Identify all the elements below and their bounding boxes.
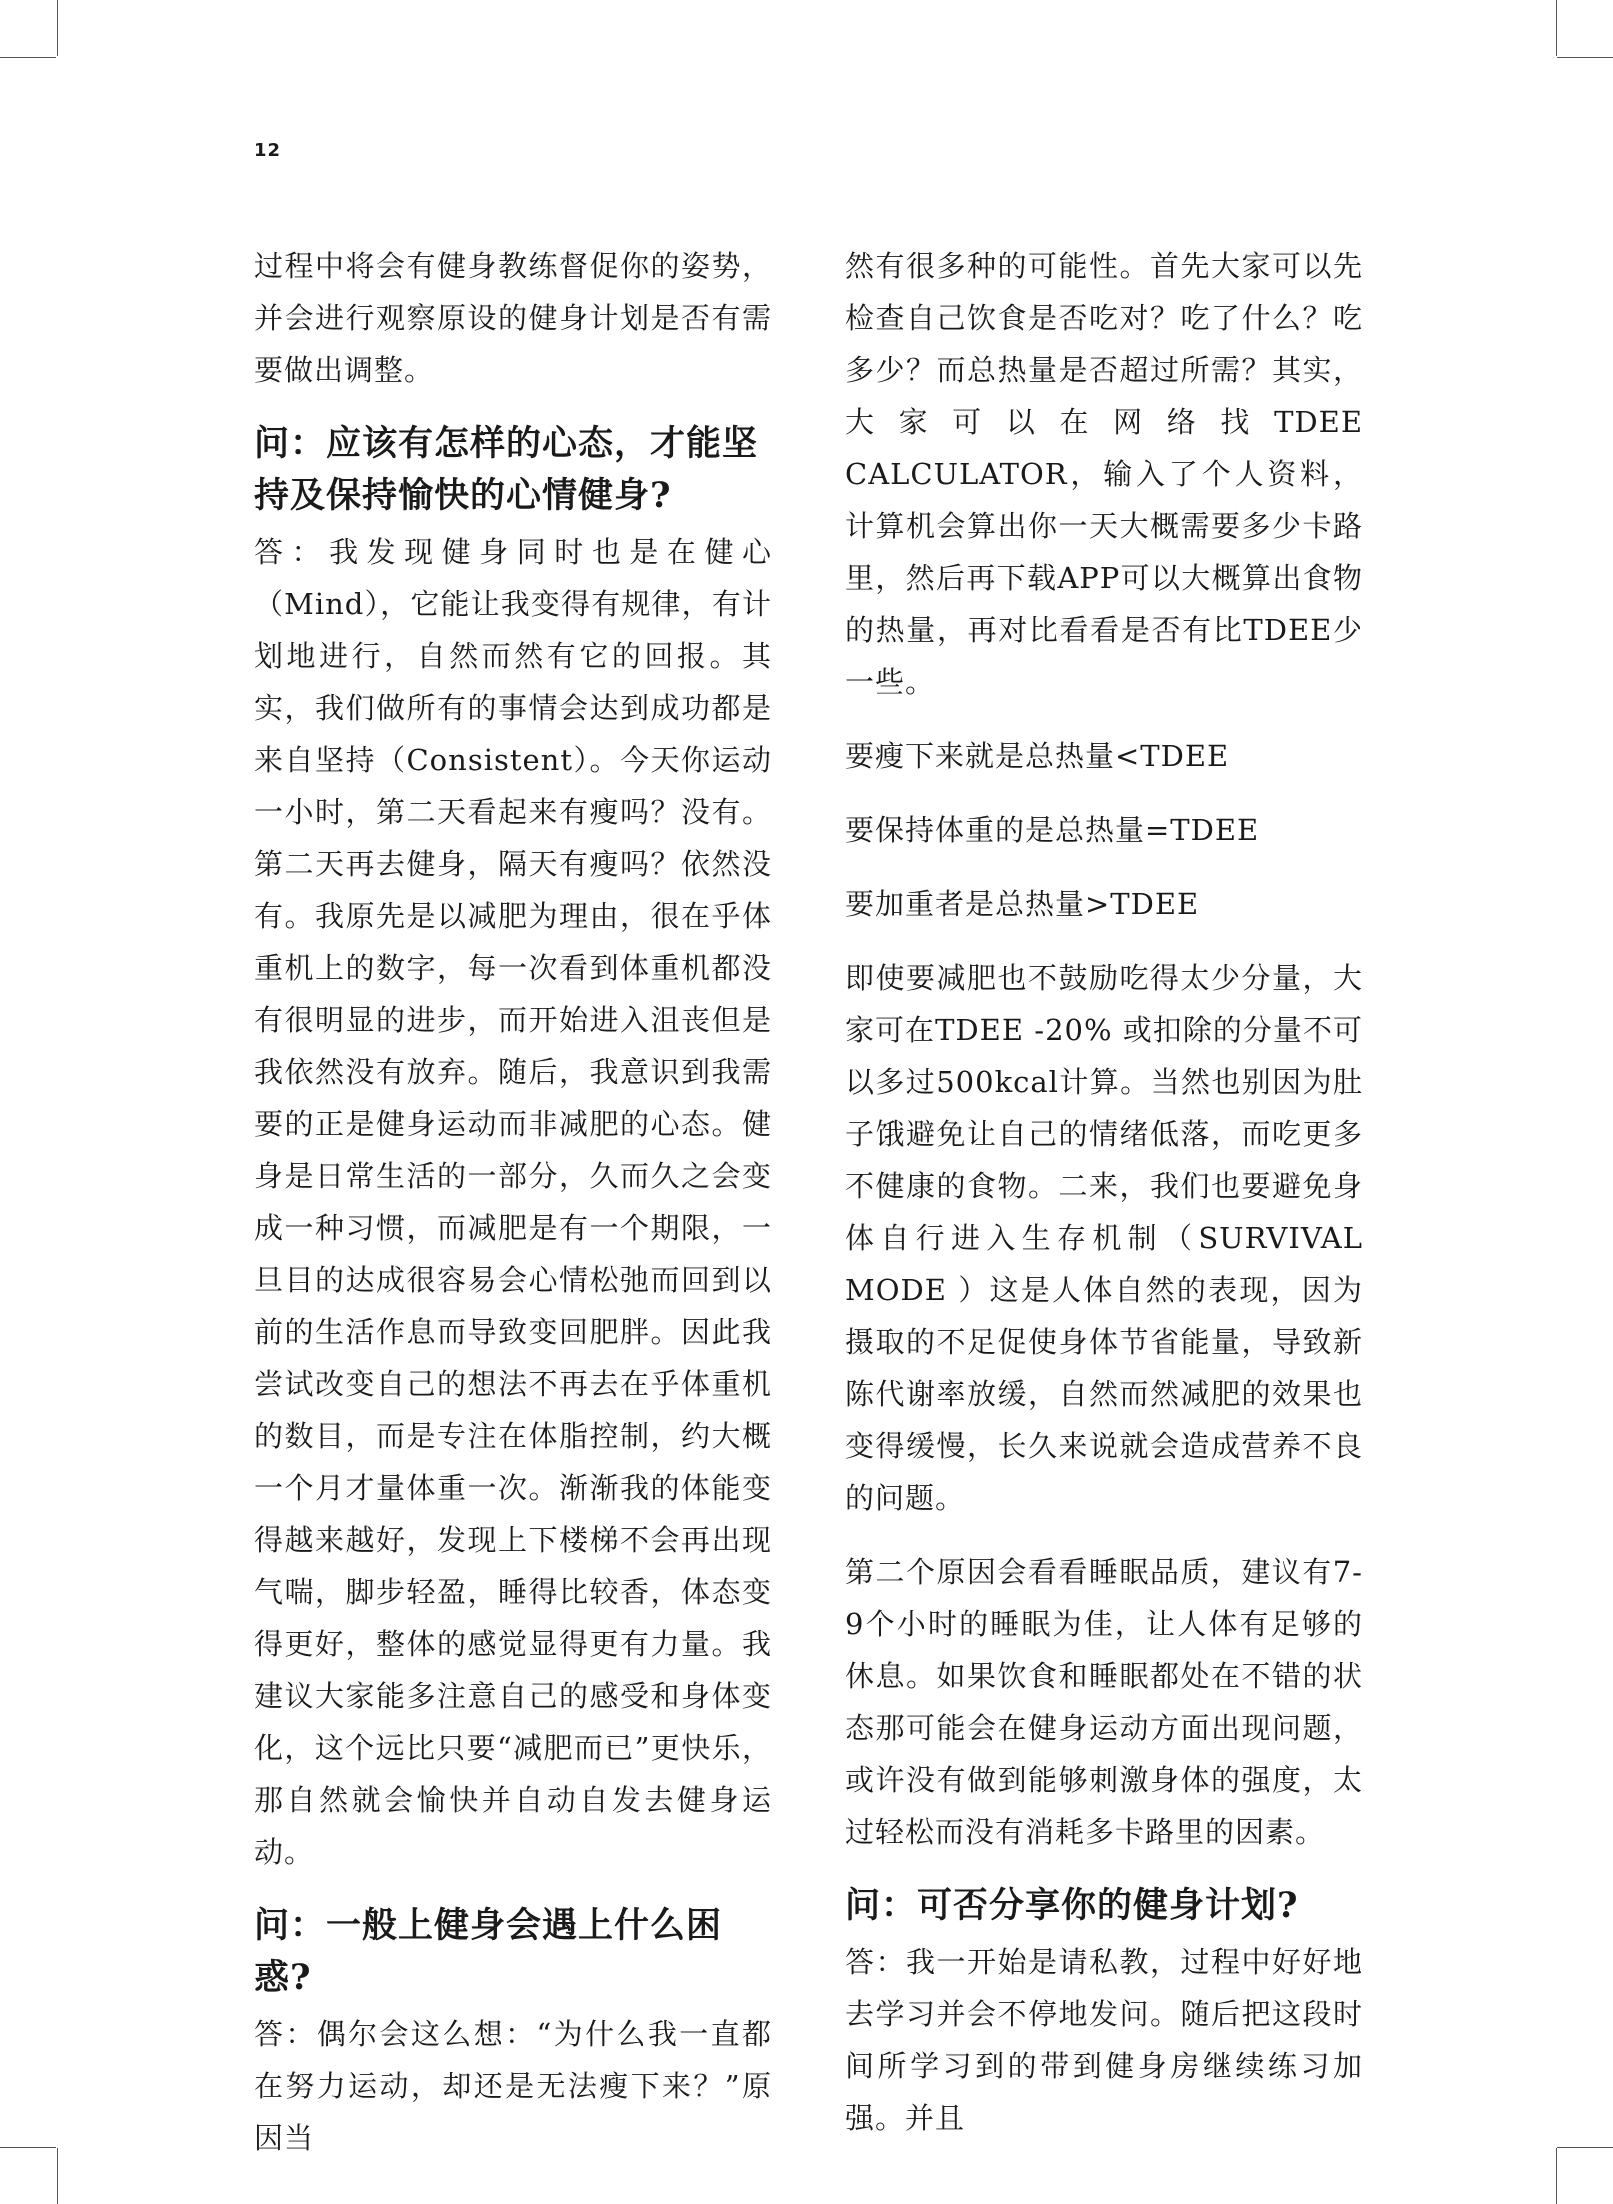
crop-mark-bottom-left-v xyxy=(57,2148,58,2204)
formula-lose-weight: 要瘦下来就是总热量<TDEE xyxy=(845,739,1230,773)
paragraph-intro: 过程中将会有健身教练督促你的姿势，并会进行观察原设的健身计划是否有需要做出调整。 xyxy=(254,249,772,387)
paragraph-tdee: 然有很多种的可能性。首先大家可以先检查自己饮食是否吃对？吃了什么？吃多少？而总热量是否超过所需？其实，大家可以在网络找TDEE CALCULATOR，输入了个人资料，计算机会算出你一天大概需要多少卡路里，然后再下载APP可以大概算出食物的热量，再对比看看是否有比TDEE少一些。 xyxy=(845,249,1363,699)
crop-mark-top-right-v xyxy=(1556,0,1557,56)
crop-mark-top-right-h xyxy=(1557,57,1613,58)
right-column xyxy=(845,240,1363,2166)
left-column xyxy=(254,240,772,2186)
crop-mark-bottom-right-h xyxy=(1557,2147,1613,2148)
paragraph-calorie-deficit: 即使要减肥也不鼓励吃得太少分量，大家可在TDEE -20% 或扣除的分量不可以多过500kcal计算。当然也别因为肚子饿避免让自己的情绪低落，而吃更多不健康的食物。二来，我们也要避免身体自行进入生存机制（SURVIVAL MODE ）这是人体自然的表现，因为摄取的不足促使身体节省能量，导致新陈代谢率放缓，自然而然减肥的效果也变得缓慢，长久来说就会造成营养不良的问题。 xyxy=(845,961,1363,1515)
answer-mindset: 答：我发现健身同时也是在健心（Mind），它能让我变得有规律，有计划地进行，自然而然有它的回报。其实，我们做所有的事情会达到成功都是来自坚持（Consistent）。今天你运动一小时，第二天看起来有瘦吗？没有。第二天再去健身，隔天有瘦吗？依然没有。我原先是以减肥为理由，很在乎体重机上的数字，每一次看到体重机都没有很明显的进步，而开始进入沮丧但是我依然没有放弃。随后，我意识到我需要的正是健身运动而非减肥的心态。健身是日常生活的一部分，久而久之会变成一种习惯，而减肥是有一个期限，一旦目的达成很容易会心情松弛而回到以前的生活作息而导致变回肥胖。因此我尝试改变自己的想法不再去在乎体重机的数目，而是专注在体脂控制，约大概一个月才量体重一次。渐渐我的体能变得越来越好，发现上下楼梯不会再出现气喘，脚步轻盈，睡得比较香，体态变得更好，整体的感觉显得更有力量。我建议大家能多注意自己的感受和身体变化，这个远比只要“减肥而已”更快乐，那自然就会愉快并自动自发去健身运动。 xyxy=(254,535,772,1869)
formula-gain-weight: 要加重者是总热量>TDEE xyxy=(845,887,1200,921)
question-heading-confusion: 问：一般上健身会遇上什么困惑? xyxy=(254,1905,723,1998)
crop-mark-top-left-v xyxy=(57,0,58,56)
formula-maintain-weight: 要保持体重的是总热量=TDEE xyxy=(845,813,1260,847)
question-heading-fitness-plan: 问：可否分享你的健身计划? xyxy=(845,1885,1299,1926)
question-heading-mindset: 问：应该有怎样的心态，才能坚持及保持愉快的心情健身? xyxy=(254,423,759,516)
answer-confusion: 答：偶尔会这么想：“为什么我一直都在努力运动，却还是无法瘦下来？”原因当 xyxy=(254,2017,772,2155)
crop-mark-bottom-right-v xyxy=(1556,2148,1557,2204)
crop-mark-bottom-left-h xyxy=(0,2147,56,2148)
answer-fitness-plan: 答：我一开始是请私教，过程中好好地去学习并会不停地发问。随后把这段时间所学习到的带到健身房继续练习加强。并且 xyxy=(845,1945,1363,2135)
page-number: 12 xyxy=(254,140,282,161)
paragraph-sleep: 第二个原因会看看睡眠品质，建议有7-9个小时的睡眠为佳，让人体有足够的休息。如果饮食和睡眠都处在不错的状态那可能会在健身运动方面出现问题，或许没有做到能够刺激身体的强度，太过轻松而没有消耗多卡路里的因素。 xyxy=(845,1555,1363,1849)
crop-mark-top-left-h xyxy=(0,57,56,58)
